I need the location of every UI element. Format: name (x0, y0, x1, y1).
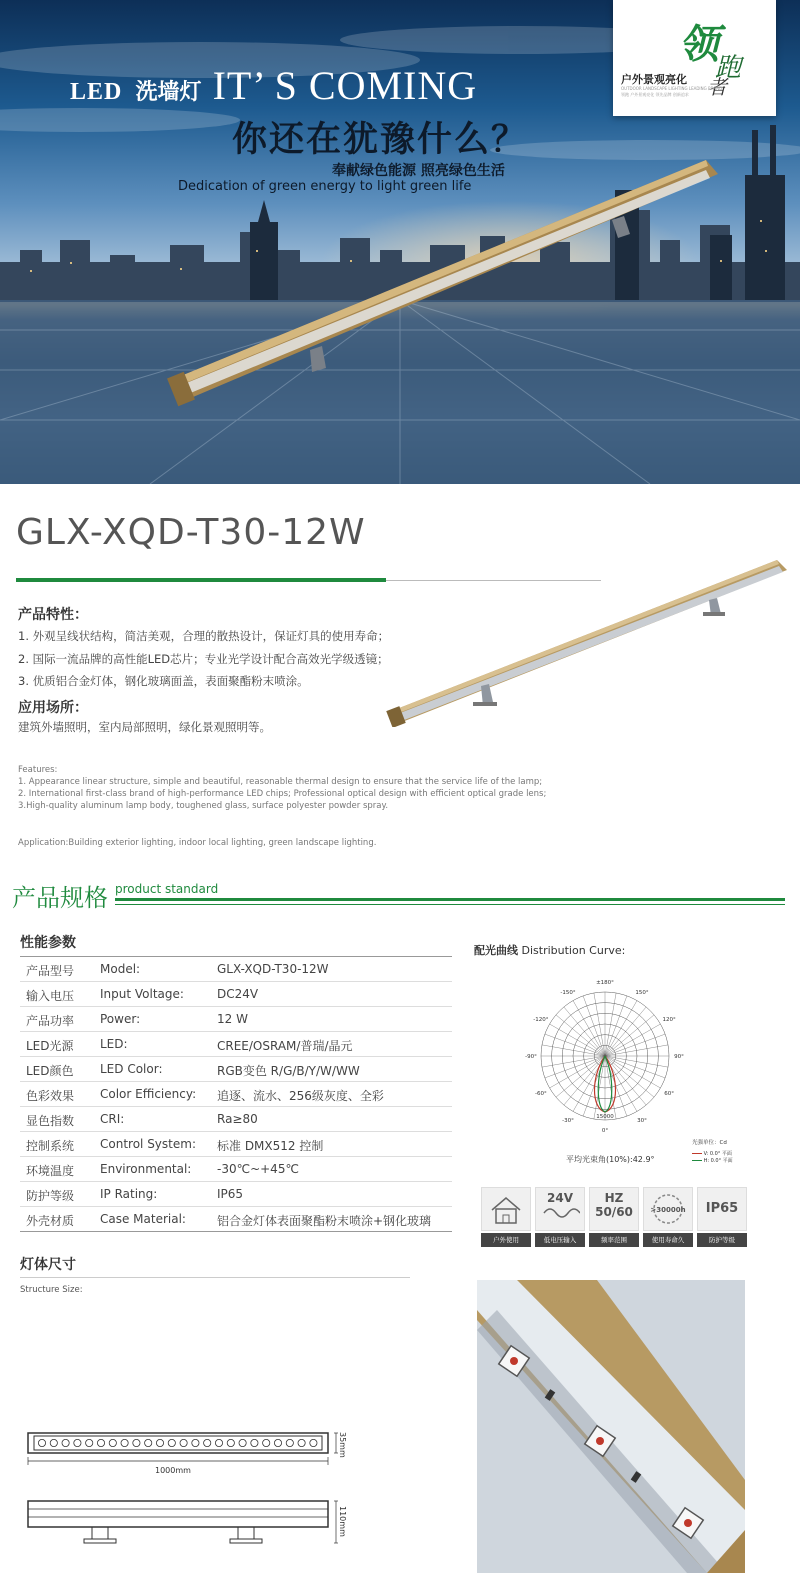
feature-caption: 防护等级 (697, 1233, 747, 1247)
feature-label: HZ (604, 1191, 624, 1205)
spec-section-subtitle: product standard (115, 882, 219, 896)
polar-angle-label: 30° (637, 1118, 647, 1125)
spec-value: 12 W (217, 1012, 248, 1026)
polar-legend-v (692, 1150, 732, 1157)
spec-label-cn: 产品型号 (26, 964, 75, 978)
feature-label: >30000h (650, 1206, 686, 1214)
polar-legend-h-label: H: 0.0° 平面 (703, 1158, 733, 1164)
features-cn-title: 产品特性： (18, 607, 88, 623)
spec-row (20, 1107, 452, 1132)
features-en-title: Features: (18, 765, 58, 775)
spec-label-en: Color Efficiency: (100, 1087, 197, 1101)
spec-value: GLX-XQD-T30-12W (217, 962, 329, 976)
brand-logo-subtext-2: 领跑 户外景观亮化 领先品牌 创新追求 (621, 92, 689, 97)
led-dot (62, 1439, 69, 1446)
spec-row (20, 1032, 452, 1057)
feature-caption: 户外使用 (481, 1233, 531, 1247)
led-dot (298, 1439, 305, 1446)
led-dot (204, 1439, 211, 1446)
polar-legend-v-label: V: 0.0° 平面 (703, 1151, 732, 1157)
polar-angle-label: 120° (662, 1017, 676, 1023)
feature-label: IP65 (705, 1201, 739, 1216)
feature-en-item: 3.High-quality aluminum lamp body, toughened glass, surface polyester powder spray. (18, 801, 389, 811)
led-dot (239, 1439, 246, 1446)
feature-icon-voltage (535, 1187, 585, 1247)
led-dot (215, 1439, 222, 1446)
spec-label-en: LED: (100, 1037, 128, 1051)
hero-title-cn: 洗墙灯 (135, 80, 202, 105)
polar-angle-label: -150° (560, 989, 576, 996)
led-dot (251, 1439, 258, 1446)
led-dot (86, 1439, 93, 1446)
hero-banner (0, 0, 800, 484)
led-dot (109, 1439, 116, 1446)
structure-subtitle: Structure Size: (20, 1285, 83, 1295)
spec-label-en: Case Material: (100, 1212, 186, 1226)
polar-angle-label: -30° (562, 1118, 574, 1125)
application-en-text: Application:Building exterior lighting, indoor local lighting, green landscape lighting. (18, 838, 377, 848)
spec-value: 追逐、流水、256级灰度、全彩 (217, 1089, 384, 1103)
spec-label-cn: 防护等级 (26, 1189, 75, 1203)
hero-title-en: IT’ S COMING (212, 63, 478, 108)
led-dot (180, 1439, 187, 1446)
spec-label-cn: 输入电压 (26, 989, 75, 1003)
polar-angle-label: -60° (535, 1091, 547, 1097)
hero-led-label: LED (70, 79, 123, 105)
distribution-title-en: Distribution Curve: (521, 944, 626, 957)
dimension-height-top: 35mm (338, 1432, 347, 1458)
led-closeup-image (477, 1280, 745, 1573)
spec-label-en: Control System: (100, 1137, 196, 1151)
clock-icon (643, 1187, 693, 1231)
spec-label-en: Model: (100, 962, 141, 976)
beam-angle-text: 平均光束角(10%):42.9° (566, 1155, 655, 1164)
polar-legend-h (692, 1157, 733, 1164)
feature-label-2: 50/60 (595, 1205, 633, 1219)
led-dot (192, 1439, 199, 1446)
spec-label-cn: LED颜色 (26, 1064, 74, 1078)
led-dot (38, 1439, 45, 1446)
spec-row (20, 1207, 452, 1232)
spec-divider (115, 898, 785, 901)
feature-caption: 低电压输入 (535, 1233, 585, 1247)
led-dot (133, 1439, 140, 1446)
spec-label-cn: 色彩效果 (26, 1089, 75, 1103)
spec-row (20, 1132, 452, 1157)
spec-value: -30℃~+45℃ (217, 1162, 299, 1176)
led-dot (310, 1439, 317, 1446)
polar-angle-label: ±180° (596, 980, 614, 986)
led-dot (263, 1439, 270, 1446)
model-title: GLX-XQD-T30-12W (16, 512, 366, 553)
brand-logo-subtext: OUTDOOR LANDSCAPE LIGHTING LEADING BRAND (621, 86, 723, 91)
spec-label-en: LED Color: (100, 1062, 163, 1076)
led-dot (145, 1439, 152, 1446)
polar-angle-label: 60° (664, 1091, 674, 1097)
hero-headline (70, 62, 477, 109)
polar-center-label: 15000 (596, 1114, 614, 1120)
house-icon (481, 1187, 531, 1231)
model-divider-accent (16, 578, 386, 582)
led-dot (274, 1439, 281, 1446)
feature-icon-frequency (589, 1187, 639, 1247)
feature-cn-item: 3. 优质铝合金灯体，钢化玻璃面盖，表面聚酯粉末喷涂。 (18, 674, 309, 688)
spec-label-cn: 控制系统 (26, 1139, 75, 1153)
led-dot (156, 1439, 163, 1446)
spec-row (20, 957, 452, 982)
polar-angle-label: 150° (635, 989, 649, 996)
feature-caption: 使用寿命久 (643, 1233, 693, 1247)
spec-label-en: IP Rating: (100, 1187, 158, 1201)
hero-question: 你还在犹豫什么？ (232, 120, 529, 160)
feature-label: 24V (547, 1191, 573, 1205)
shield-icon (697, 1187, 747, 1231)
led-dot (50, 1439, 57, 1446)
feature-cn-item: 1. 外观呈线状结构，简洁美观，合理的散热设计，保证灯具的使用寿命； (18, 629, 390, 643)
spec-label-cn: 显色指数 (26, 1114, 75, 1128)
polar-legend-title: 光强单位：Cd (692, 1140, 727, 1146)
distribution-title (474, 942, 625, 958)
spec-divider-thin (115, 904, 785, 905)
structure-divider (20, 1277, 410, 1278)
hero-slogan-en: Dedication of green energy to light green life (178, 179, 472, 194)
brand-logo-mark (677, 16, 767, 96)
svg-text:者: 者 (707, 75, 727, 96)
led-dot (74, 1439, 81, 1446)
spec-value: RGB变色 R/G/B/Y/W/WW (217, 1064, 360, 1078)
spec-label-cn: 环境温度 (26, 1164, 75, 1178)
spec-row (20, 982, 452, 1007)
brand-logo-card (613, 0, 776, 116)
hz-icon (589, 1187, 639, 1231)
spec-value: Ra≥80 (217, 1112, 258, 1126)
spec-value: DC24V (217, 987, 259, 1001)
feature-caption: 频率范围 (589, 1233, 639, 1247)
application-cn-title: 应用场所： (18, 700, 88, 716)
spec-label-cn: 外壳材质 (26, 1214, 75, 1228)
spec-section-title: 产品规格 (12, 884, 108, 912)
structure-title: 灯体尺寸 (20, 1257, 76, 1273)
spec-label-cn: 产品功率 (26, 1014, 75, 1028)
feature-icon-ip (697, 1187, 747, 1247)
svg-text:跑: 跑 (715, 53, 742, 83)
spec-row (20, 1057, 452, 1082)
spec-row (20, 1082, 452, 1107)
feature-icon-lifespan (643, 1187, 693, 1247)
led-dot (227, 1439, 234, 1446)
led-dot (286, 1439, 293, 1446)
spec-value: IP65 (217, 1187, 244, 1201)
polar-angle-label: -90° (525, 1054, 537, 1060)
spec-row (20, 1157, 452, 1182)
spec-value: 铝合金灯体表面聚酯粉末喷涂+钢化玻璃 (217, 1214, 432, 1228)
svg-text:领: 领 (679, 21, 719, 68)
polar-angle-label: 0° (601, 1128, 609, 1134)
spec-label-en: CRI: (100, 1112, 125, 1126)
polar-angle-label: 90° (674, 1054, 684, 1060)
led-dot (168, 1439, 175, 1446)
performance-table (20, 956, 452, 1232)
feature-en-item: 1. Appearance linear structure, simple and beautiful, reasonable thermal design to ensure that the service life of the lamp; (18, 777, 543, 787)
spec-label-en: Power: (100, 1012, 141, 1026)
polar-angle-label: -120° (533, 1017, 549, 1023)
application-cn-text: 建筑外墙照明，室内局部照明，绿化景观照明等。 (18, 720, 271, 734)
hero-slogan-cn: 奉献绿色能源 照亮绿色生活 (332, 163, 505, 179)
product-lamp-image (385, 552, 795, 727)
spec-row (20, 1182, 452, 1207)
wave-icon (535, 1187, 585, 1231)
feature-icon-outdoor (481, 1187, 531, 1247)
spec-row (20, 1007, 452, 1032)
performance-title: 性能参数 (20, 935, 76, 951)
spec-label-en: Input Voltage: (100, 987, 184, 1001)
dimension-length: 1000mm (155, 1466, 191, 1475)
led-dot (97, 1439, 104, 1446)
feature-en-item: 2. International first-class brand of high-performance LED chips; Professional optical design with efficient optical grade lens; (18, 789, 547, 799)
spec-label-en: Environmental: (100, 1162, 192, 1176)
dimension-height-side: 110mm (338, 1506, 347, 1537)
feature-cn-item: 2. 国际一流品牌的高性能LED芯片；专业光学设计配合高效光学级透镜； (18, 652, 389, 666)
structure-drawing (20, 1425, 360, 1573)
polar-distribution-chart (500, 966, 730, 1166)
led-dot (121, 1439, 128, 1446)
distribution-title-cn: 配光曲线 (474, 944, 518, 957)
spec-value: 标准 DMX512 控制 (217, 1139, 324, 1153)
spec-value: CREE/OSRAM/普瑞/晶元 (217, 1039, 353, 1053)
brand-logo-text: 户外景观亮化 (621, 73, 687, 86)
spec-label-cn: LED光源 (26, 1039, 74, 1053)
